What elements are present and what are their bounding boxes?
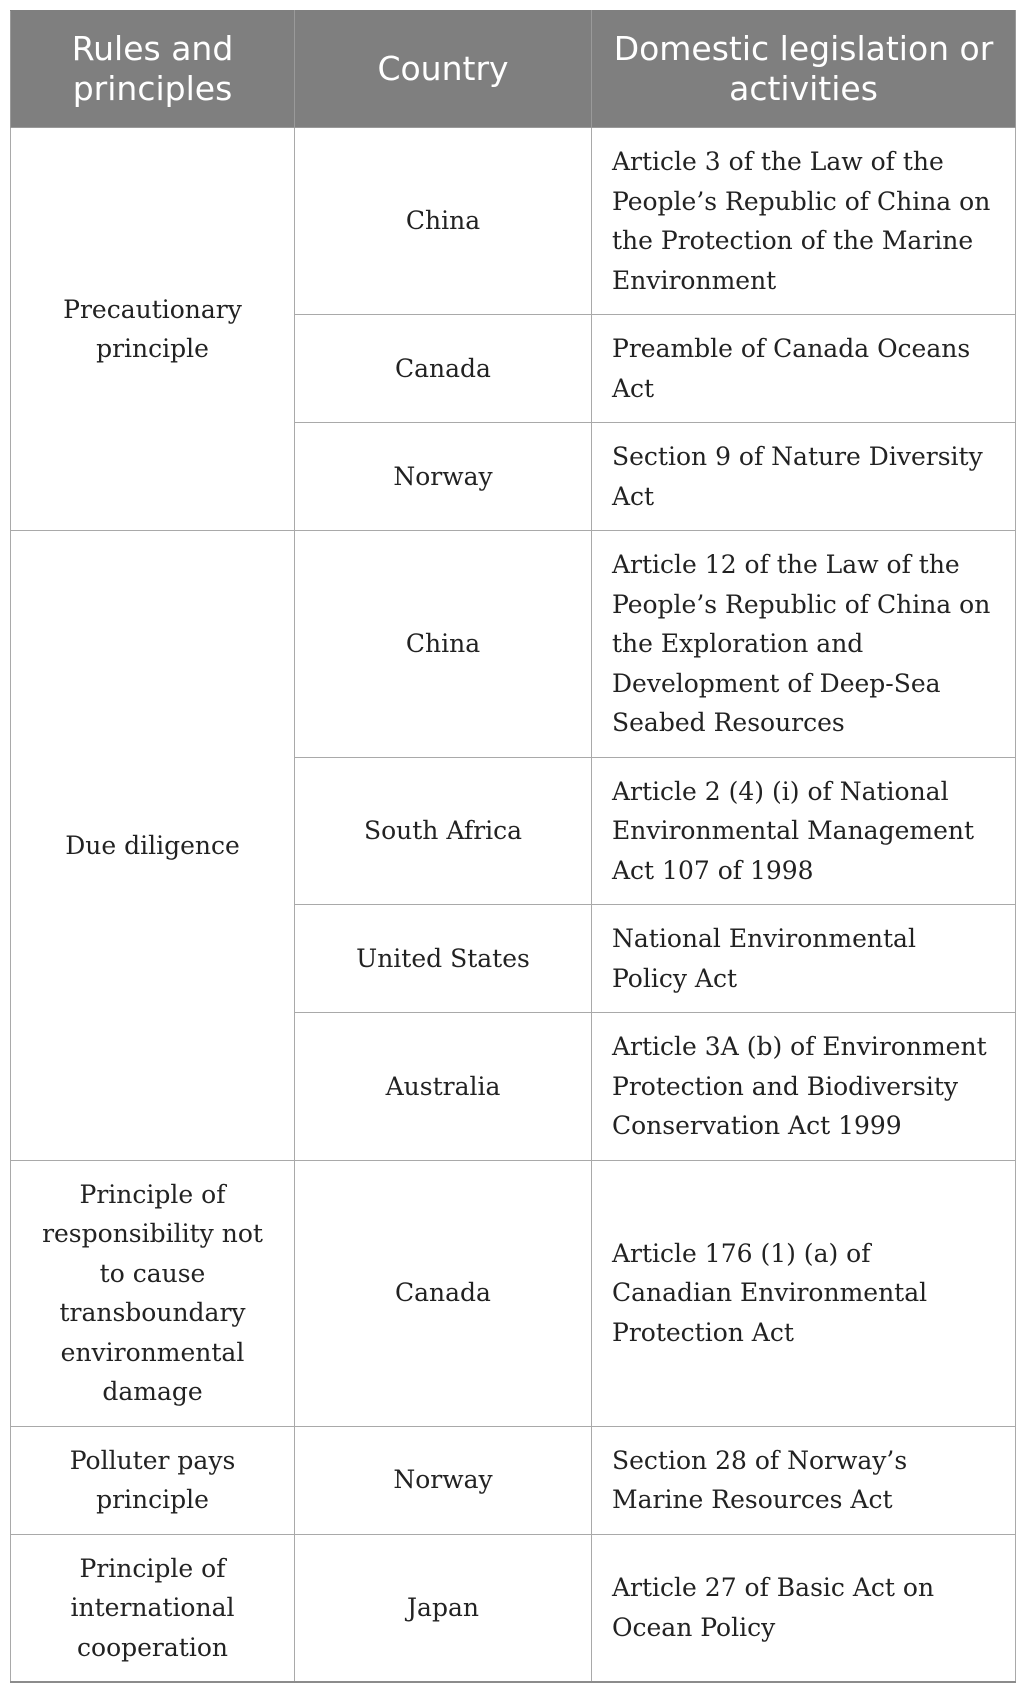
country-cell: South Africa — [295, 757, 592, 905]
rule-cell: Principle of responsibility not to cause transboundary environmental damage — [11, 1160, 295, 1426]
table-body — [11, 128, 1016, 1683]
country-cell: China — [295, 128, 592, 315]
rule-cell: Precautionary principle — [11, 128, 295, 531]
legislation-cell: Preamble of Canada Oceans Act — [592, 315, 1016, 423]
legislation-cell: Article 27 of Basic Act on Ocean Policy — [592, 1534, 1016, 1682]
legislation-cell: Article 3 of the Law of the People’s Republic of China on the Protection of the Marine Environment — [592, 128, 1016, 315]
legislation-cell: Section 9 of Nature Diversity Act — [592, 423, 1016, 531]
legislation-table-container — [10, 10, 1015, 1683]
legislation-cell: Article 176 (1) (a) of Canadian Environmental Protection Act — [592, 1160, 1016, 1426]
header-country: Country — [295, 11, 592, 128]
table-row — [11, 1534, 1016, 1682]
country-cell: Norway — [295, 423, 592, 531]
legislation-cell: Article 12 of the Law of the People’s Republic of China on the Exploration and Development of Deep-Sea Seabed Resources — [592, 531, 1016, 758]
table-header — [11, 11, 1016, 128]
country-cell: Australia — [295, 1013, 592, 1161]
country-cell: Norway — [295, 1426, 592, 1534]
country-cell: China — [295, 531, 592, 758]
rule-cell: Polluter pays principle — [11, 1426, 295, 1534]
table-row — [11, 128, 1016, 315]
table-row — [11, 1426, 1016, 1534]
header-row — [11, 11, 1016, 128]
legislation-cell: Section 28 of Norway’s Marine Resources Act — [592, 1426, 1016, 1534]
table-row — [11, 531, 1016, 758]
header-legislation: Domestic legislation or activities — [592, 11, 1016, 128]
table-row — [11, 1160, 1016, 1426]
legislation-cell: Article 3A (b) of Environment Protection and Biodiversity Conservation Act 1999 — [592, 1013, 1016, 1161]
legislation-table — [10, 10, 1016, 1683]
legislation-cell: Article 2 (4) (i) of National Environmental Management Act 107 of 1998 — [592, 757, 1016, 905]
rule-cell: Due diligence — [11, 531, 295, 1161]
country-cell: Canada — [295, 315, 592, 423]
country-cell: United States — [295, 905, 592, 1013]
header-rules: Rules and principles — [11, 11, 295, 128]
rule-cell: Principle of international cooperation — [11, 1534, 295, 1682]
legislation-cell: National Environmental Policy Act — [592, 905, 1016, 1013]
country-cell: Japan — [295, 1534, 592, 1682]
country-cell: Canada — [295, 1160, 592, 1426]
